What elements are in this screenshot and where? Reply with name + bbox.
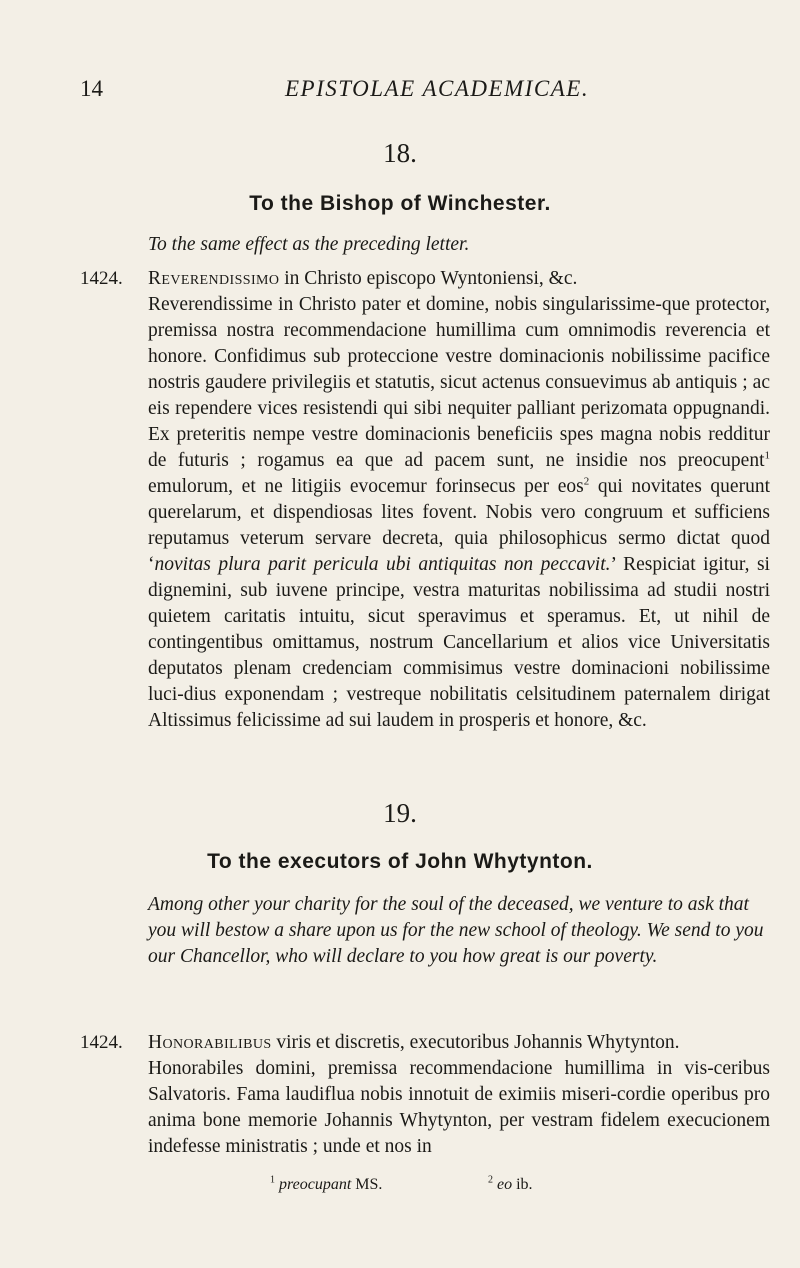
paragraph-text: Reverendissime in Christo pater et domine, nobis singularissime-que protector, premissa nostra recommendacione humillima cum omnimodis reverencia et honore. Confidimus sub proteccione vestre dominacionis nobilissime pacifice nostris gaudere privilegiis et statutis, sicut actenus consuevimus ab antiquis ; ac eis rependere vices resistendi qui sibi nequiter palliant perizomata oppugnandi. Ex preteritis nempe vestre dominacionis beneficiis spes magna nobis redditur de futuris ; rogamus ea que ad pacem sunt, ne insidie nos preocupent xyxy=(148,294,770,471)
page-number: 14 xyxy=(80,76,103,101)
letter-19-summary: Among other your charity for the soul of the deceased, we venture to ask that you will bestow a share upon us for the new school of theology. We send to you our Chancellor, who will declare to you how great is our poverty. xyxy=(148,894,764,967)
footnote-mark: 1 xyxy=(764,449,770,462)
paragraph-text: emulorum, et ne litigiis evocemur forinsecus per eos xyxy=(148,476,584,497)
letter-18-body xyxy=(148,266,770,734)
letter-18-number: 18. xyxy=(383,138,417,168)
footnote-1-italic: preocupant xyxy=(279,1176,352,1193)
letter-18-paragraph xyxy=(148,292,770,734)
running-head xyxy=(80,76,780,106)
letter-19-heading: To the executors of John Whytynton. xyxy=(207,850,593,873)
footnote-mark: 2 xyxy=(583,475,590,488)
letter-19-year: 1424. xyxy=(80,1032,123,1053)
letter-19-body xyxy=(148,1030,770,1160)
salutation-caps: Reverendissimo xyxy=(148,268,280,289)
footnote-1-rest: MS. xyxy=(351,1176,383,1193)
letter-18-summary: To the same effect as the preceding letter. xyxy=(148,234,470,255)
paragraph-text: ’ Respiciat igitur, si dignemini, sub iuvene principe, vestra maturitas nobilissima ad studii nostri quietem caritatis intuitu, sicut speravimus et speramus. Et, ut nihil de contingentibus omittamus, nostrum Cancellarium et alios vice Universitatis deputatos plenam credenciam commisimus vestre dominacioni nobilissime luci-dius exponendam ; vestreque nobilitatis celsitudinem paternalem dirigat Altissimus felicissime ad sui laudem in prosperis et honore, &c. xyxy=(148,554,770,731)
footnote-2-mark: 2 xyxy=(488,1174,493,1186)
letter-18-salutation xyxy=(148,266,770,292)
letter-19-salutation xyxy=(148,1030,770,1056)
paragraph-text: qui novitates querunt querelarum, et dispendiosas lites fovent. Nobis vero congruum et sufficiens reputamus veterum servare decreta, quia philosophicus sermo dictat quod ‘ xyxy=(148,476,770,575)
footnote-2-rest: ib. xyxy=(512,1176,533,1193)
footnote-2 xyxy=(488,1176,533,1194)
salutation-caps: Honorabilibus xyxy=(148,1032,272,1053)
letter-19-paragraph: Honorabiles domini, premissa recommendacione humillima in vis-ceribus Salvatoris. Fama laudiflua nobis innotuit de eximiis miseri-cordie operibus pro anima bone memorie Johannis Whytynton, per vestram fidelem execucionem indefesse ministratis ; unde et nos in xyxy=(148,1058,770,1157)
salutation-rest: in Christo episcopo Wyntoniensi, &c. xyxy=(279,268,578,289)
footnote-1 xyxy=(270,1176,382,1194)
letter-18-heading: To the Bishop of Winchester. xyxy=(249,192,551,215)
footnote-2-italic: eo xyxy=(497,1176,513,1193)
footnote-1-mark: 1 xyxy=(270,1174,275,1186)
latin-quote: novitas plura parit pericula ubi antiquitas non peccavit. xyxy=(154,554,611,575)
letter-19-number: 19. xyxy=(383,798,417,828)
letter-18-year: 1424. xyxy=(80,268,123,289)
running-title: EPISTOLAE ACADEMICAE. xyxy=(285,76,590,101)
salutation-rest: viris et discretis, executoribus Johannis Whytynton. xyxy=(271,1032,680,1053)
